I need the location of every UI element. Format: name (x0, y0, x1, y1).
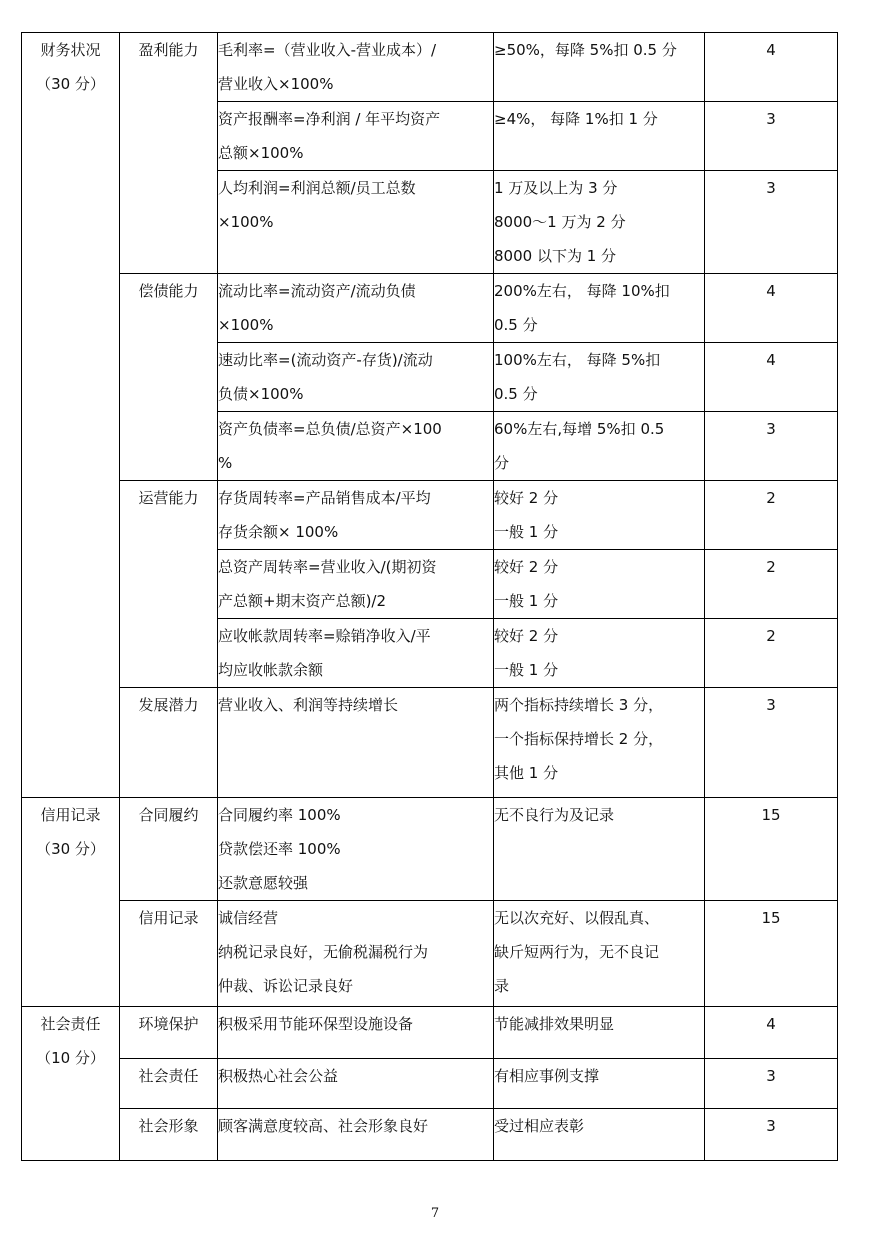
category-points: （10 分） (36, 1049, 105, 1067)
criterion-line: ≥4%， 每降 1%扣 1 分 (494, 110, 658, 128)
indicator-cell (218, 901, 494, 1007)
criterion-cell (494, 1109, 705, 1161)
score-cell: 15 (705, 798, 838, 901)
criterion-cell (494, 343, 705, 412)
indicator-line: 积极热心社会公益 (218, 1067, 339, 1085)
criterion-cell (494, 274, 705, 343)
indicator-cell (218, 1007, 494, 1059)
criterion-cell (494, 33, 705, 102)
criterion-line: 较好 2 分 (494, 627, 559, 645)
indicator-line: 纳税记录良好，无偷税漏税行为 (218, 943, 429, 961)
indicator-cell (218, 798, 494, 901)
category-points: （30 分） (36, 75, 105, 93)
indicator-cell (218, 33, 494, 102)
subcategory-cell: 信用记录 (120, 901, 218, 1007)
criterion-line: 受过相应表彰 (494, 1117, 585, 1135)
criterion-line: 节能减排效果明显 (494, 1015, 615, 1033)
score-cell: 3 (705, 1059, 838, 1109)
indicator-cell (218, 481, 494, 550)
criterion-cell (494, 481, 705, 550)
indicator-line: 积极采用节能环保型设施设备 (218, 1015, 414, 1033)
indicator-cell (218, 274, 494, 343)
category-name: 信用记录 (40, 806, 101, 824)
subcategory-cell: 合同履约 (120, 798, 218, 901)
criterion-line: 100%左右， 每降 5%扣 (494, 351, 661, 369)
criterion-line: 8000 以下为 1 分 (494, 247, 617, 265)
indicator-line: ×100% (218, 213, 274, 231)
score-cell: 3 (705, 1109, 838, 1161)
criterion-cell (494, 901, 705, 1007)
subcategory-cell: 偿债能力 (120, 274, 218, 481)
score-cell: 2 (705, 619, 838, 688)
subcategory-cell: 环境保护 (120, 1007, 218, 1059)
indicator-line: 负债×100% (218, 385, 304, 403)
table-row (22, 274, 838, 343)
criterion-line: 一般 1 分 (494, 523, 559, 541)
criterion-cell (494, 171, 705, 274)
score-cell: 3 (705, 102, 838, 171)
subcategory-cell: 盈利能力 (120, 33, 218, 274)
table-row (22, 1007, 838, 1059)
criterion-line: 0.5 分 (494, 316, 538, 334)
indicator-cell (218, 171, 494, 274)
indicator-line: % (218, 454, 233, 472)
criterion-cell (494, 798, 705, 901)
indicator-line: 还款意愿较强 (218, 874, 309, 892)
score-cell: 2 (705, 550, 838, 619)
table-row (22, 481, 838, 550)
criterion-line: 两个指标持续增长 3 分， (494, 696, 664, 714)
indicator-line: ×100% (218, 316, 274, 334)
criterion-line: 较好 2 分 (494, 489, 559, 507)
indicator-line: 顾客满意度较高、社会形象良好 (218, 1117, 429, 1135)
criterion-cell (494, 1007, 705, 1059)
indicator-cell (218, 412, 494, 481)
indicator-cell (218, 343, 494, 412)
criterion-line: 缺斤短两行为，无不良记 (494, 943, 660, 961)
criterion-line: 分 (494, 454, 510, 472)
criterion-line: 其他 1 分 (494, 764, 559, 782)
table-row (22, 1109, 838, 1161)
indicator-line: 合同履约率 100% (218, 806, 341, 824)
score-cell: 3 (705, 412, 838, 481)
criterion-cell (494, 619, 705, 688)
table-row (22, 1059, 838, 1109)
subcategory-cell: 发展潜力 (120, 688, 218, 798)
criterion-cell (494, 102, 705, 171)
criterion-line: 0.5 分 (494, 385, 538, 403)
criterion-line: 一个指标保持增长 2 分， (494, 730, 664, 748)
indicator-line: 仲裁、诉讼记录良好 (218, 977, 354, 995)
indicator-line: 存货余额× 100% (218, 523, 339, 541)
score-cell: 4 (705, 1007, 838, 1059)
criterion-line: 无不良行为及记录 (494, 806, 615, 824)
table-row (22, 688, 838, 798)
indicator-line: 贷款偿还率 100% (218, 840, 341, 858)
score-cell: 15 (705, 901, 838, 1007)
indicator-line: 总资产周转率=营业收入/(期初资 (218, 558, 437, 576)
category-cell (22, 1007, 120, 1161)
page-number: 7 (430, 1206, 440, 1221)
criterion-cell (494, 550, 705, 619)
category-name: 财务状况 (40, 41, 101, 59)
criterion-line: 一般 1 分 (494, 592, 559, 610)
subcategory-cell: 社会责任 (120, 1059, 218, 1109)
criterion-cell (494, 1059, 705, 1109)
indicator-line: 毛利率=（营业收入-营业成本）/ (218, 41, 437, 59)
score-cell: 2 (705, 481, 838, 550)
indicator-line: 人均利润=利润总额/员工总数 (218, 179, 416, 197)
score-cell: 4 (705, 274, 838, 343)
indicator-cell (218, 619, 494, 688)
indicator-line: 总额×100% (218, 144, 304, 162)
category-name: 社会责任 (40, 1015, 101, 1033)
subcategory-cell: 运营能力 (120, 481, 218, 688)
criterion-line: 8000～1 万为 2 分 (494, 213, 626, 231)
table-row (22, 901, 838, 1007)
indicator-line: 产总额+期末资产总额)/2 (218, 592, 387, 610)
indicator-cell (218, 1059, 494, 1109)
criterion-cell (494, 412, 705, 481)
category-points: （30 分） (36, 840, 105, 858)
table-row (22, 33, 838, 102)
criterion-line: 录 (494, 977, 510, 995)
indicator-line: 诚信经营 (218, 909, 279, 927)
criterion-cell (494, 688, 705, 798)
criterion-line: 60%左右,每增 5%扣 0.5 (494, 420, 665, 438)
indicator-line: 流动比率=流动资产/流动负债 (218, 282, 416, 300)
indicator-cell (218, 102, 494, 171)
score-cell: 4 (705, 343, 838, 412)
indicator-line: 应收帐款周转率=赊销净收入/平 (218, 627, 431, 645)
criterion-line: 200%左右， 每降 10%扣 (494, 282, 670, 300)
indicator-line: 资产负债率=总负债/总资产×100 (218, 420, 442, 438)
table-row (22, 798, 838, 901)
indicator-cell (218, 688, 494, 798)
criterion-line: 有相应事例支撑 (494, 1067, 600, 1085)
indicator-cell (218, 1109, 494, 1161)
subcategory-cell: 社会形象 (120, 1109, 218, 1161)
indicator-line: 营业收入×100% (218, 75, 334, 93)
indicator-line: 均应收帐款余额 (218, 661, 324, 679)
indicator-cell (218, 550, 494, 619)
indicator-line: 资产报酬率=净利润 / 年平均资产 (218, 110, 441, 128)
score-cell: 3 (705, 688, 838, 798)
criterion-line: 较好 2 分 (494, 558, 559, 576)
indicator-line: 营业收入、利润等持续增长 (218, 696, 399, 714)
score-cell: 4 (705, 33, 838, 102)
category-cell (22, 33, 120, 798)
evaluation-table (21, 32, 838, 1161)
category-cell (22, 798, 120, 1007)
criterion-line: ≥50%，每降 5%扣 0.5 分 (494, 41, 677, 59)
criterion-line: 无以次充好、以假乱真、 (494, 909, 660, 927)
criterion-line: 1 万及以上为 3 分 (494, 179, 618, 197)
indicator-line: 速动比率=(流动资产-存货)/流动 (218, 351, 433, 369)
indicator-line: 存货周转率=产品销售成本/平均 (218, 489, 431, 507)
criterion-line: 一般 1 分 (494, 661, 559, 679)
score-cell: 3 (705, 171, 838, 274)
